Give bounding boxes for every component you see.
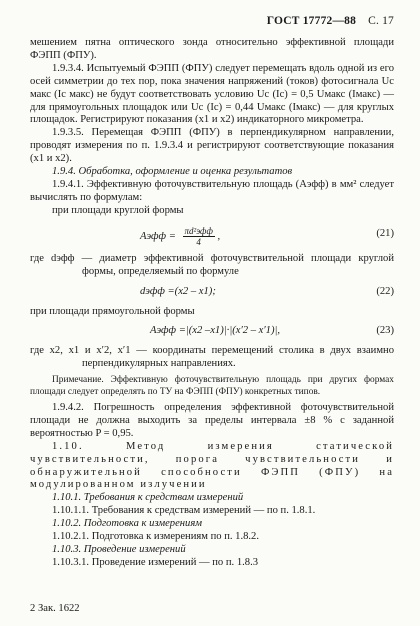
clause-1-10-2-1: 1.10.2.1. Подготовка к измерениям по п. 1.8.2. [52,531,260,543]
where-diameter: где dэфф — диаметр эффективной фоточувствительной площади круглой формы, определяемый по формуле [30,252,394,277]
clause-1-9-3-5: 1.9.3.5. Перемещая ФЭПП (ФПУ) в перпендикулярном направлении, проводят измерения по п. 1.9.3.4 и регистрируют соответствующие показания (x1 и x2). [30,127,394,165]
formula-21-denominator: 4 [196,236,201,247]
formula-23-number: (23) [376,325,394,337]
formula-23-expr: Aэфф =|(x2 –x1)|·|(x′2 – x′1)|, [150,325,281,337]
heading-1-9-4: 1.9.4. Обработка, оформление и оценка результатов [52,166,293,178]
clause-1-9-3-4: 1.9.3.4. Испытуемый ФЭПП (ФПУ) следует перемещать вдоль одной из его осей симметрии до тех пор, пока значения напряжений (токов) фотосигнала Uс макс (Iс макс) не будут соответствовать условию Uс (Iс) = 0,5 Uмакс (Iмакс) — для прямоугольных площадок или Uс (Iс) = 0,44 Uмакс (Iмакс) — для круглых площадок. Регистрируют показания (x1 и x2) индикаторного микрометра. [30,62,394,126]
page-number: С. 17 [368,15,394,27]
round-area-lead: при площади круглой формы [52,204,184,216]
heading-1-10-1: 1.10.1. Требования к средствам измерений [52,492,244,504]
clause-1-10-1-1: 1.10.1.1. Требования к средствам измерений — по п. 1.8.1. [52,505,316,517]
clause-1-9-4-1: 1.9.4.1. Эффективную фоточувствительную площадь (Aэфф) в мм² следует вычислять по формулам: [30,178,394,203]
formula-21-lhs: Aэфф = [140,230,176,242]
heading-1-10: 1.10. Метод измерения статической чувствительности, порога чувствительности и обнаружительной способности ФЭПП (ФПУ) на модулированном излучении [30,440,394,491]
formula-22-expr: dэфф =(x2 – x1); [140,285,216,297]
formula-21 [30,222,394,250]
rect-area-lead: при площади прямоугольной формы [30,305,195,317]
heading-1-10-3: 1.10.3. Проведение измерений [52,544,186,555]
formula-22-number: (22) [376,285,394,297]
formula-21-number: (21) [376,227,394,239]
page-header [267,15,394,27]
standard-number: ГОСТ 17772—88 [266,15,357,27]
print-order-footer: 2 Зак. 1622 [30,603,80,614]
formula-22 [30,283,394,303]
formula-21-tail: , [217,230,221,242]
clause-1-10-3-1: 1.10.3.1. Проведение измерений — по п. 1.8.3 [52,556,259,568]
where-coordinates: где x2, x1 и x′2, x′1 — координаты перемещений столика в двух взаимно перпендикулярных направлениях. [30,345,394,370]
note: Примечание. Эффективную фоточувствительную площадь при других формах площади следует определять по ТУ на ФЭПП (ФПУ) конкретных типов. [30,375,394,397]
formula-21-numerator: πd²эфф [184,225,213,236]
document-body [30,37,394,570]
formula-21-fraction [183,226,215,247]
formula-23 [30,322,394,342]
clause-1-9-4-2: 1.9.4.2. Погрешность определения эффективной фоточувствительной площади не должна выходить за пределы интервала ±8 % с заданной вероятностью P = 0,95. [30,402,394,439]
heading-1-10-2: 1.10.2. Подготовка к измерениям [52,518,203,530]
paragraph-continuation: мешением пятна оптического зонда относительно эффективной площади ФЭПП (ФПУ). [30,37,394,61]
